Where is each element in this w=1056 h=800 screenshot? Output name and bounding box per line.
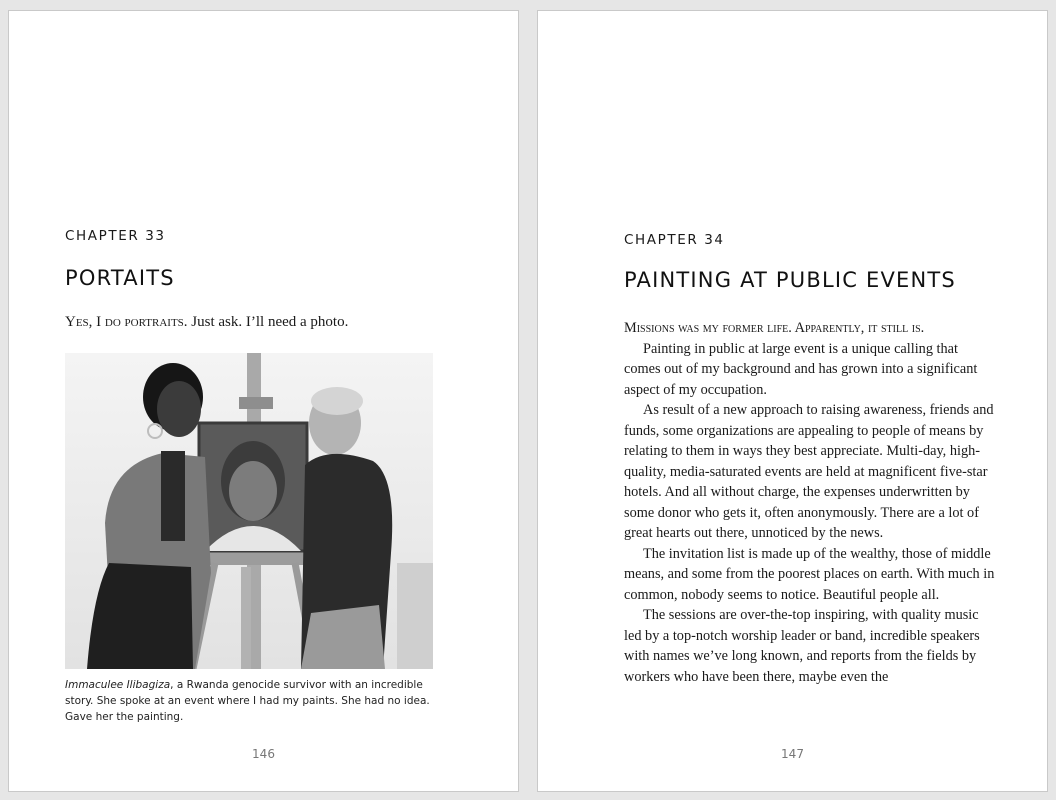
photo-image-icon — [65, 353, 433, 669]
body-paragraph: As result of a new approach to raising awareness, friends and funds, some organizations are appealing to people of means by relating to them in ways they best appreciate. Multi-day, high-quality, media-saturated events are held at magnificent five-star hotels. And all without charge, the expenses underwritten by some donor who gets it, often anonymously. There are a lot of great hearts out there, unnoticed by the news. — [624, 402, 994, 541]
lead-sentence — [65, 314, 348, 331]
lead-smallcaps: Missions was my former life. Apparently, it still is. — [624, 320, 925, 336]
photo-caption — [65, 677, 445, 725]
body-paragraph: The invitation list is made up of the wealthy, those of middle means, and some from the poorest places on earth. With much in common, nobody seems to notice. Beautiful people all. — [624, 545, 995, 603]
left-page — [8, 10, 519, 792]
chapter-label: CHAPTER 33 — [65, 228, 166, 244]
body-paragraph: The sessions are over-the-top inspiring, with quality music led by a top-notch worship leader or band, incredible speakers with names we’ve long known, and reports from the fields by workers who have been there, maybe even the — [624, 607, 980, 685]
lead-rest: Just ask. I’ll need a photo. — [187, 314, 349, 330]
page-number: 146 — [252, 747, 275, 761]
body-paragraph: Painting in public at large event is a unique calling that comes out of my background and has grown into a significant aspect of my occupation. — [624, 340, 978, 398]
lead-smallcaps: Yes, I do portraits. — [65, 314, 188, 330]
chapter-body — [624, 318, 996, 687]
caption-text: , a Rwanda genocide survivor with an incredible story. She spoke at an event where I had my paints. She had no idea. Gave her the painting. — [65, 679, 430, 723]
caption-name: Immaculee Ilibagiza — [65, 679, 171, 691]
chapter-label: CHAPTER 34 — [624, 232, 725, 248]
body-lead — [624, 318, 996, 339]
chapter-title: PAINTING AT PUBLIC EVENTS — [624, 268, 956, 292]
page-number: 147 — [781, 747, 804, 761]
chapter-title: PORTAITS — [65, 266, 175, 290]
portrait-photo — [65, 353, 433, 669]
right-page — [537, 10, 1048, 792]
